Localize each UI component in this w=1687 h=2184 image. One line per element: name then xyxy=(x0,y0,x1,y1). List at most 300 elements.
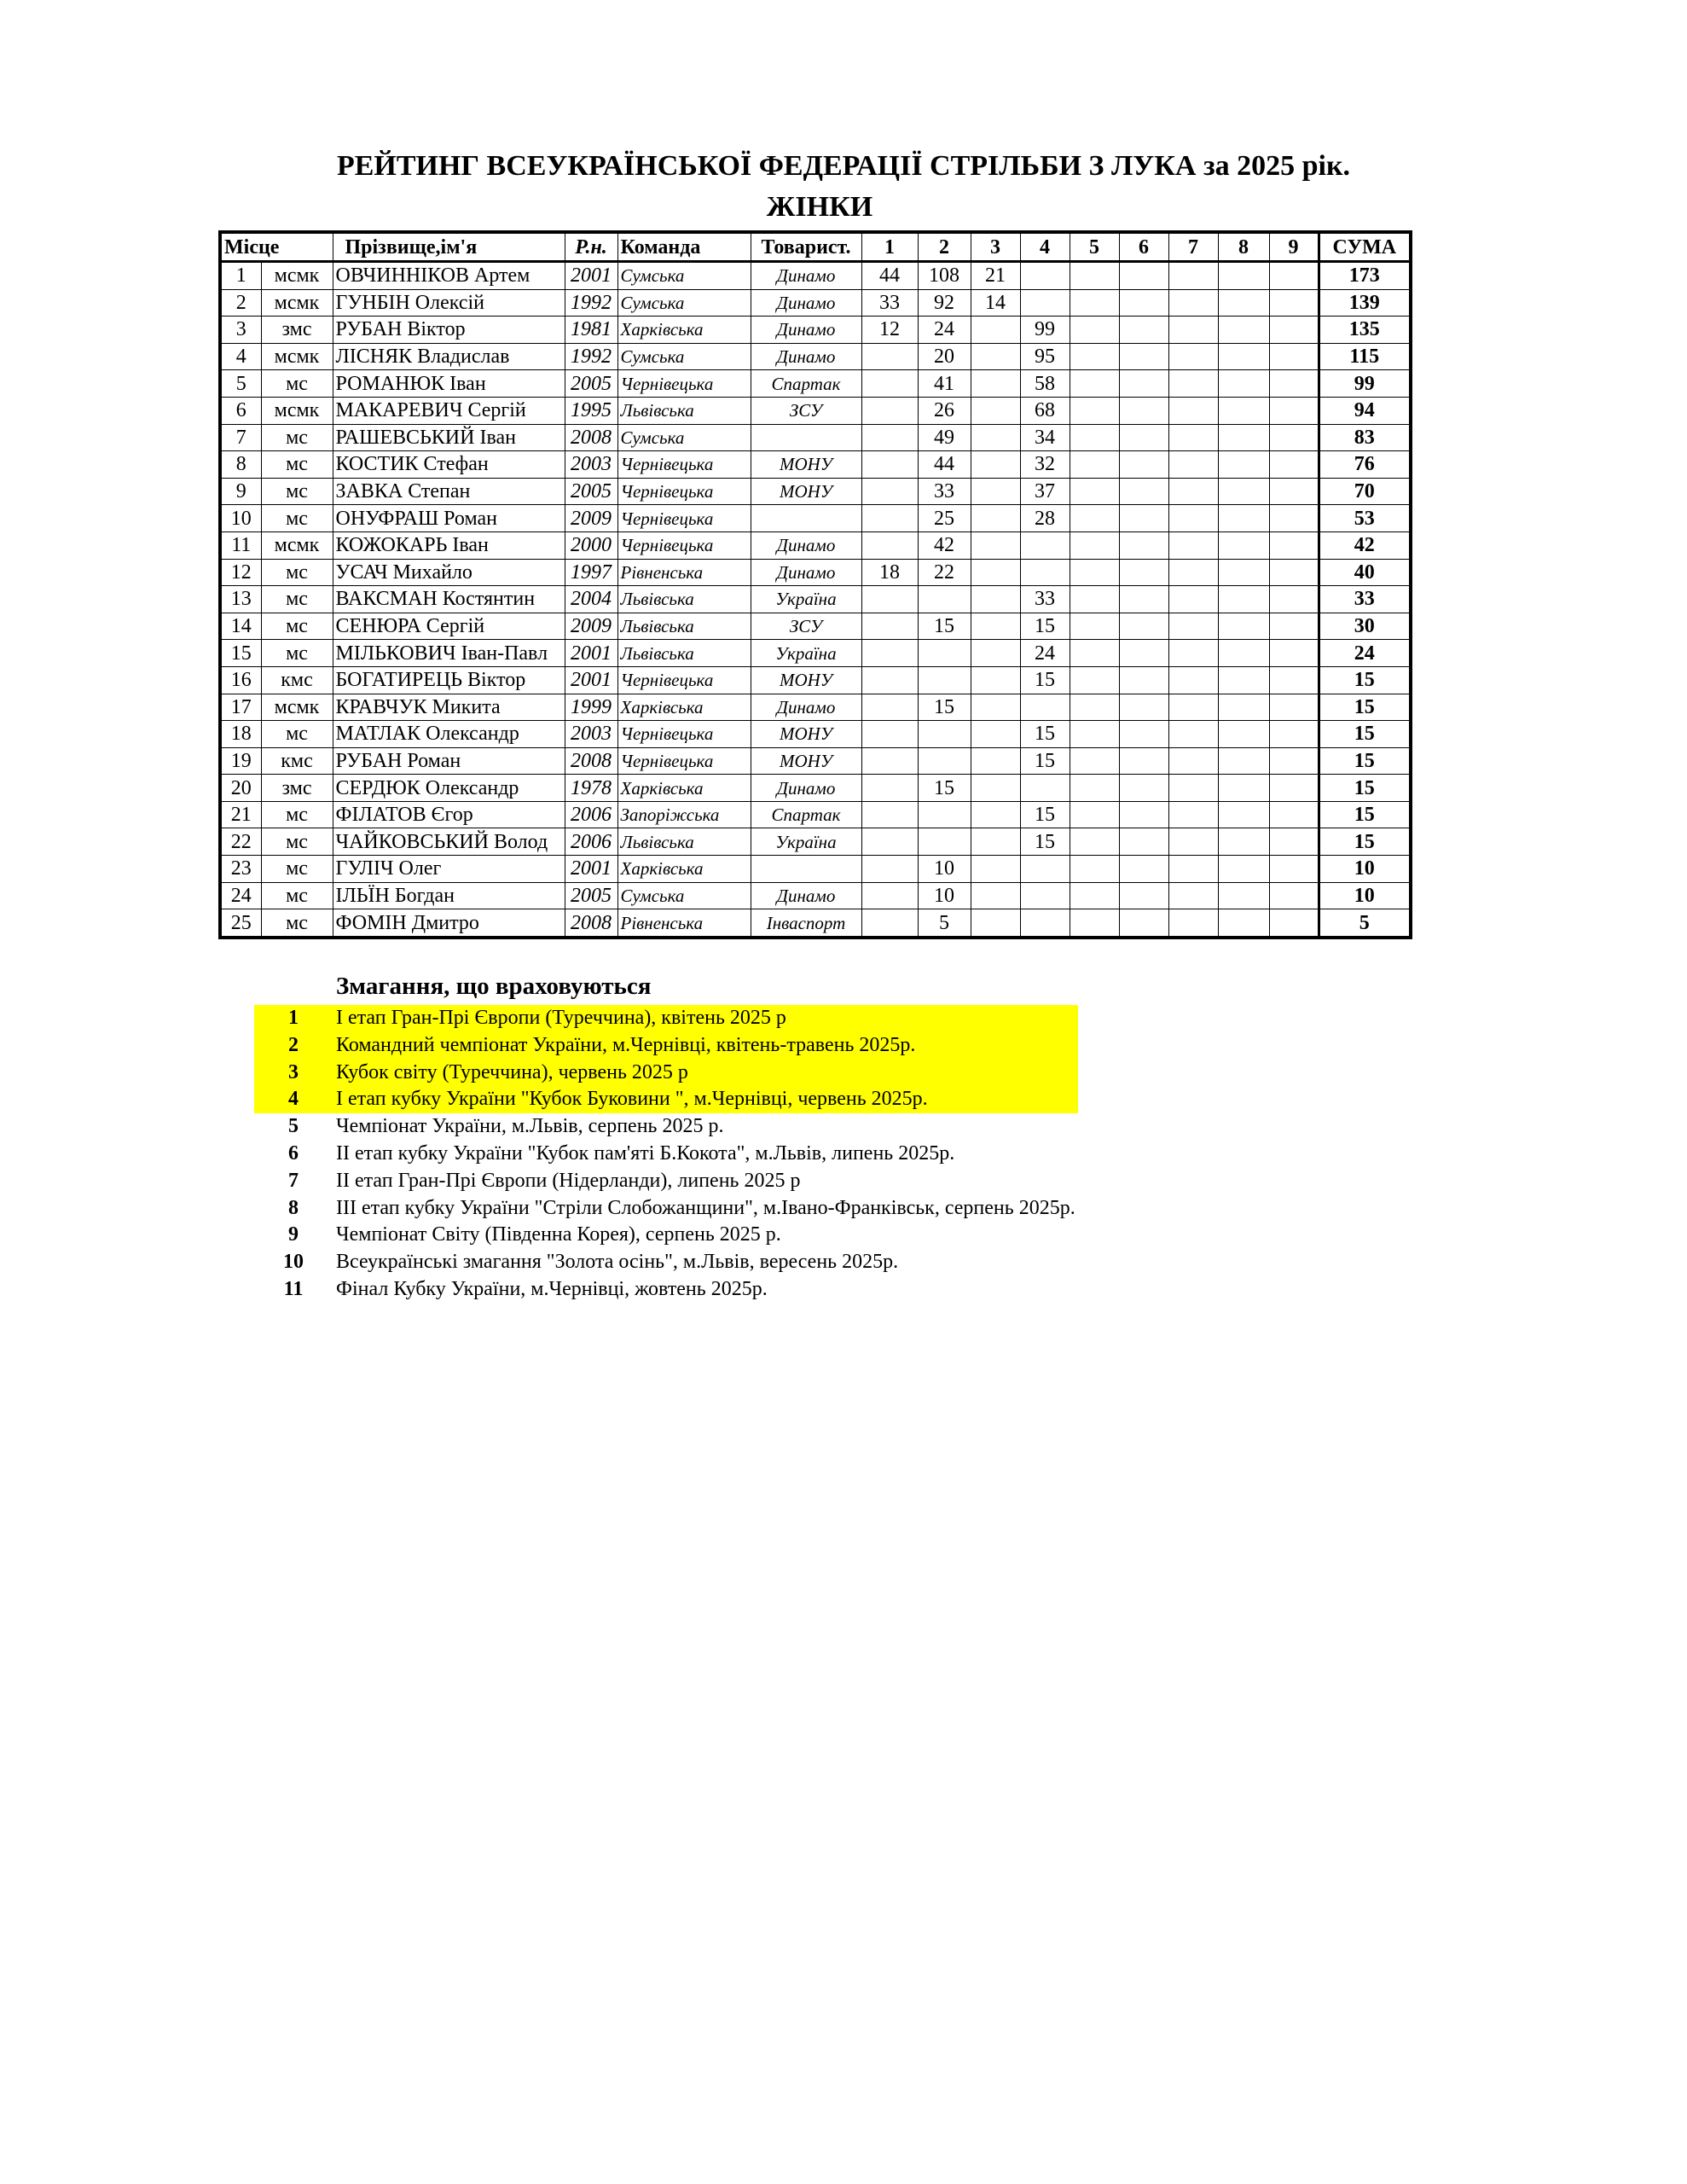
rank-cell: мс xyxy=(261,856,333,883)
stage-2-score-cell: 24 xyxy=(918,317,971,344)
header-society: Товарист. xyxy=(751,232,861,262)
page-subtitle: ЖІНКИ xyxy=(766,191,873,223)
birth-year-cell: 2003 xyxy=(565,451,617,479)
rank-cell: мс xyxy=(261,801,333,828)
name-cell: РУБАН Роман xyxy=(333,747,565,775)
team-cell: Чернівецька xyxy=(617,370,751,398)
stage-2-score-cell: 33 xyxy=(918,478,971,505)
rank-cell: кмс xyxy=(261,666,333,694)
birth-year-cell: 2005 xyxy=(565,370,617,398)
competition-text: Чемпіонат України, м.Львів, серпень 2025 р. xyxy=(336,1115,724,1138)
name-cell: ЗАВКА Степан xyxy=(333,478,565,505)
stage-7-score-cell xyxy=(1168,451,1218,479)
team-cell: Чернівецька xyxy=(617,505,751,532)
stage-8-score-cell xyxy=(1218,317,1269,344)
stage-2-score-cell: 108 xyxy=(918,262,971,290)
stage-1-score-cell xyxy=(861,666,918,694)
stage-7-score-cell xyxy=(1168,559,1218,586)
stage-9-score-cell xyxy=(1269,451,1319,479)
team-cell: Рівненська xyxy=(617,559,751,586)
stage-4-score-cell: 24 xyxy=(1020,640,1070,667)
table-row xyxy=(220,775,1411,802)
competition-number: 10 xyxy=(283,1251,304,1274)
stage-3-score-cell xyxy=(971,801,1020,828)
team-cell: Чернівецька xyxy=(617,666,751,694)
place-cell: 17 xyxy=(220,694,261,721)
stage-9-score-cell xyxy=(1269,317,1319,344)
stage-8-score-cell xyxy=(1218,531,1269,559)
sum-cell: 24 xyxy=(1319,640,1411,667)
stage-9-score-cell xyxy=(1269,909,1319,938)
stage-8-score-cell xyxy=(1218,505,1269,532)
birth-year-cell: 2008 xyxy=(565,909,617,938)
table-row xyxy=(220,262,1411,290)
name-cell: РАШЕВСЬКИЙ Іван xyxy=(333,424,565,451)
stage-9-score-cell xyxy=(1269,666,1319,694)
stage-7-score-cell xyxy=(1168,694,1218,721)
team-cell: Запоріжська xyxy=(617,801,751,828)
place-cell: 22 xyxy=(220,828,261,856)
birth-year-cell: 2000 xyxy=(565,531,617,559)
competition-text: І етап Гран-Прі Європи (Туреччина), квітень 2025 р xyxy=(336,1007,786,1029)
stage-9-score-cell xyxy=(1269,531,1319,559)
stage-3-score-cell xyxy=(971,721,1020,748)
birth-year-cell: 2005 xyxy=(565,478,617,505)
stage-9-score-cell xyxy=(1269,613,1319,640)
stage-4-score-cell: 58 xyxy=(1020,370,1070,398)
stage-1-score-cell xyxy=(861,882,918,909)
birth-year-cell: 2008 xyxy=(565,747,617,775)
stage-7-score-cell xyxy=(1168,775,1218,802)
stage-7-score-cell xyxy=(1168,478,1218,505)
stage-4-score-cell: 15 xyxy=(1020,613,1070,640)
stage-6-score-cell xyxy=(1119,451,1168,479)
competition-number: 2 xyxy=(288,1033,299,1056)
competition-text: Командний чемпіонат України, м.Чернівці, квітень-травень 2025р. xyxy=(336,1033,916,1056)
stage-9-score-cell xyxy=(1269,424,1319,451)
sum-cell: 135 xyxy=(1319,317,1411,344)
stage-3-score-cell xyxy=(971,343,1020,370)
birth-year-cell: 2006 xyxy=(565,828,617,856)
society-cell: ЗСУ xyxy=(751,397,861,424)
stage-4-score-cell xyxy=(1020,856,1070,883)
stage-6-score-cell xyxy=(1119,397,1168,424)
place-cell: 9 xyxy=(220,478,261,505)
stage-7-score-cell xyxy=(1168,801,1218,828)
sum-cell: 15 xyxy=(1319,694,1411,721)
stage-4-score-cell: 15 xyxy=(1020,666,1070,694)
stage-1-score-cell xyxy=(861,370,918,398)
stage-5-score-cell xyxy=(1070,721,1119,748)
sum-cell: 42 xyxy=(1319,531,1411,559)
stage-5-score-cell xyxy=(1070,559,1119,586)
stage-5-score-cell xyxy=(1070,289,1119,317)
sum-cell: 15 xyxy=(1319,801,1411,828)
stage-8-score-cell xyxy=(1218,882,1269,909)
stage-6-score-cell xyxy=(1119,801,1168,828)
stage-3-score-cell xyxy=(971,640,1020,667)
name-cell: ГУЛІЧ Олег xyxy=(333,856,565,883)
team-cell: Львівська xyxy=(617,397,751,424)
place-cell: 8 xyxy=(220,451,261,479)
birth-year-cell: 2001 xyxy=(565,262,617,290)
society-cell xyxy=(751,856,861,883)
name-cell: ГУНБІН Олексій xyxy=(333,289,565,317)
society-cell: Україна xyxy=(751,640,861,667)
stage-4-score-cell xyxy=(1020,775,1070,802)
stage-1-score-cell xyxy=(861,775,918,802)
rank-cell: мс xyxy=(261,586,333,613)
society-cell: Динамо xyxy=(751,775,861,802)
stage-2-score-cell: 49 xyxy=(918,424,971,451)
society-cell: Динамо xyxy=(751,559,861,586)
place-cell: 13 xyxy=(220,586,261,613)
stage-3-score-cell xyxy=(971,317,1020,344)
rank-cell: мсмк xyxy=(261,262,333,290)
team-cell: Сумська xyxy=(617,882,751,909)
stage-8-score-cell xyxy=(1218,451,1269,479)
rank-cell: мсмк xyxy=(261,397,333,424)
sum-cell: 10 xyxy=(1319,882,1411,909)
stage-3-score-cell xyxy=(971,666,1020,694)
name-cell: КОСТИК Стефан xyxy=(333,451,565,479)
stage-6-score-cell xyxy=(1119,586,1168,613)
header-stage-7: 7 xyxy=(1168,232,1218,262)
team-cell: Сумська xyxy=(617,289,751,317)
birth-year-cell: 2001 xyxy=(565,640,617,667)
stage-8-score-cell xyxy=(1218,370,1269,398)
sum-cell: 99 xyxy=(1319,370,1411,398)
stage-3-score-cell xyxy=(971,909,1020,938)
sum-cell: 15 xyxy=(1319,666,1411,694)
stage-8-score-cell xyxy=(1218,586,1269,613)
place-cell: 3 xyxy=(220,317,261,344)
team-cell: Львівська xyxy=(617,613,751,640)
rank-cell: мс xyxy=(261,721,333,748)
name-cell: СЕНЮРА Сергій xyxy=(333,613,565,640)
table-row xyxy=(220,856,1411,883)
stage-4-score-cell: 15 xyxy=(1020,721,1070,748)
name-cell: ОНУФРАШ Роман xyxy=(333,505,565,532)
sum-cell: 115 xyxy=(1319,343,1411,370)
place-cell: 15 xyxy=(220,640,261,667)
stage-4-score-cell: 28 xyxy=(1020,505,1070,532)
society-cell: МОНУ xyxy=(751,478,861,505)
stage-9-score-cell xyxy=(1269,289,1319,317)
name-cell: РУБАН Віктор xyxy=(333,317,565,344)
sum-cell: 76 xyxy=(1319,451,1411,479)
team-cell: Сумська xyxy=(617,343,751,370)
stage-5-score-cell xyxy=(1070,343,1119,370)
stage-8-score-cell xyxy=(1218,721,1269,748)
competition-number: 1 xyxy=(288,1007,299,1029)
stage-9-score-cell xyxy=(1269,694,1319,721)
header-place: Місце xyxy=(220,232,333,262)
rating-table-body xyxy=(220,262,1411,938)
name-cell: УСАЧ Михайло xyxy=(333,559,565,586)
birth-year-cell: 2008 xyxy=(565,424,617,451)
stage-3-score-cell xyxy=(971,424,1020,451)
stage-9-score-cell xyxy=(1269,721,1319,748)
table-row xyxy=(220,289,1411,317)
place-cell: 14 xyxy=(220,613,261,640)
team-cell: Чернівецька xyxy=(617,451,751,479)
stage-7-score-cell xyxy=(1168,262,1218,290)
stage-6-score-cell xyxy=(1119,317,1168,344)
stage-5-score-cell xyxy=(1070,666,1119,694)
competition-number: 11 xyxy=(283,1277,304,1300)
table-row xyxy=(220,451,1411,479)
society-cell xyxy=(751,505,861,532)
stage-5-score-cell xyxy=(1070,775,1119,802)
team-cell: Львівська xyxy=(617,586,751,613)
table-row xyxy=(220,666,1411,694)
competition-item xyxy=(254,1005,1078,1032)
rank-cell: мс xyxy=(261,559,333,586)
stage-9-score-cell xyxy=(1269,586,1319,613)
stage-5-score-cell xyxy=(1070,694,1119,721)
stage-4-score-cell xyxy=(1020,262,1070,290)
stage-8-score-cell xyxy=(1218,478,1269,505)
stage-6-score-cell xyxy=(1119,721,1168,748)
stage-1-score-cell xyxy=(861,586,918,613)
stage-9-score-cell xyxy=(1269,882,1319,909)
stage-1-score-cell xyxy=(861,343,918,370)
stage-9-score-cell xyxy=(1269,478,1319,505)
society-cell: МОНУ xyxy=(751,747,861,775)
birth-year-cell: 1999 xyxy=(565,694,617,721)
table-row xyxy=(220,613,1411,640)
competition-number: 6 xyxy=(288,1141,299,1165)
stage-6-score-cell xyxy=(1119,478,1168,505)
birth-year-cell: 1981 xyxy=(565,317,617,344)
competition-item xyxy=(254,1086,1078,1113)
birth-year-cell: 2009 xyxy=(565,505,617,532)
header-team: Команда xyxy=(617,232,751,262)
table-row xyxy=(220,801,1411,828)
birth-year-cell: 2001 xyxy=(565,666,617,694)
sum-cell: 53 xyxy=(1319,505,1411,532)
rank-cell: мс xyxy=(261,909,333,938)
table-row xyxy=(220,640,1411,667)
table-row xyxy=(220,909,1411,938)
stage-1-score-cell xyxy=(861,613,918,640)
birth-year-cell: 2003 xyxy=(565,721,617,748)
header-stage-1: 1 xyxy=(861,232,918,262)
competition-item xyxy=(254,1276,1192,1304)
stage-5-score-cell xyxy=(1070,828,1119,856)
rank-cell: мсмк xyxy=(261,531,333,559)
name-cell: ВАКСМАН Костянтин xyxy=(333,586,565,613)
stage-4-score-cell: 34 xyxy=(1020,424,1070,451)
table-row xyxy=(220,397,1411,424)
table-row xyxy=(220,694,1411,721)
stage-7-score-cell xyxy=(1168,856,1218,883)
page-title: РЕЙТИНГ ВСЕУКРАЇНСЬКОЇ ФЕДЕРАЦІЇ СТРІЛЬБИ З ЛУКА за 2025 рік. xyxy=(336,150,1351,182)
stage-3-score-cell xyxy=(971,505,1020,532)
stage-9-score-cell xyxy=(1269,343,1319,370)
stage-3-score-cell xyxy=(971,451,1020,479)
competition-text: Кубок світу (Туреччина), червень 2025 р xyxy=(336,1060,688,1083)
competition-number: 9 xyxy=(288,1223,299,1246)
stage-5-score-cell xyxy=(1070,856,1119,883)
stage-8-score-cell xyxy=(1218,397,1269,424)
stage-1-score-cell xyxy=(861,801,918,828)
competition-item xyxy=(254,1222,1192,1249)
stage-1-score-cell: 44 xyxy=(861,262,918,290)
stage-4-score-cell xyxy=(1020,694,1070,721)
stage-2-score-cell: 44 xyxy=(918,451,971,479)
stage-2-score-cell: 92 xyxy=(918,289,971,317)
table-row xyxy=(220,505,1411,532)
stage-5-score-cell xyxy=(1070,909,1119,938)
stage-4-score-cell: 33 xyxy=(1020,586,1070,613)
place-cell: 20 xyxy=(220,775,261,802)
stage-8-score-cell xyxy=(1218,801,1269,828)
stage-2-score-cell: 15 xyxy=(918,775,971,802)
sum-cell: 40 xyxy=(1319,559,1411,586)
stage-5-score-cell xyxy=(1070,801,1119,828)
stage-6-score-cell xyxy=(1119,640,1168,667)
team-cell: Чернівецька xyxy=(617,531,751,559)
header-stage-3: 3 xyxy=(971,232,1020,262)
stage-6-score-cell xyxy=(1119,505,1168,532)
stage-3-score-cell xyxy=(971,531,1020,559)
stage-3-score-cell xyxy=(971,828,1020,856)
stage-2-score-cell: 25 xyxy=(918,505,971,532)
birth-year-cell: 1992 xyxy=(565,343,617,370)
name-cell: КРАВЧУК Микита xyxy=(333,694,565,721)
rank-cell: мс xyxy=(261,882,333,909)
competition-number: 4 xyxy=(288,1088,299,1111)
stage-3-score-cell: 21 xyxy=(971,262,1020,290)
team-cell: Харківська xyxy=(617,694,751,721)
stage-1-score-cell: 12 xyxy=(861,317,918,344)
stage-2-score-cell: 10 xyxy=(918,882,971,909)
rank-cell: мс xyxy=(261,478,333,505)
birth-year-cell: 1978 xyxy=(565,775,617,802)
stage-1-score-cell xyxy=(861,747,918,775)
birth-year-cell: 2004 xyxy=(565,586,617,613)
stage-6-score-cell xyxy=(1119,531,1168,559)
stage-7-score-cell xyxy=(1168,747,1218,775)
stage-2-score-cell xyxy=(918,747,971,775)
stage-7-score-cell xyxy=(1168,397,1218,424)
header-year: Р.н. xyxy=(565,232,617,262)
competition-item xyxy=(254,1113,1192,1141)
competition-text: І етап кубку України "Кубок Буковини ", м.Чернівці, червень 2025р. xyxy=(336,1088,928,1111)
table-row xyxy=(220,531,1411,559)
stage-2-score-cell xyxy=(918,666,971,694)
stage-7-score-cell xyxy=(1168,343,1218,370)
name-cell: ФОМІН Дмитро xyxy=(333,909,565,938)
name-cell: МАКАРЕВИЧ Сергій xyxy=(333,397,565,424)
stage-3-score-cell: 14 xyxy=(971,289,1020,317)
stage-7-score-cell xyxy=(1168,666,1218,694)
stage-8-score-cell xyxy=(1218,694,1269,721)
birth-year-cell: 1992 xyxy=(565,289,617,317)
table-row xyxy=(220,586,1411,613)
competition-text: Чемпіонат Світу (Південна Корея), серпень 2025 р. xyxy=(336,1223,781,1246)
stage-4-score-cell: 99 xyxy=(1020,317,1070,344)
team-cell: Харківська xyxy=(617,317,751,344)
stage-5-score-cell xyxy=(1070,397,1119,424)
sum-cell: 15 xyxy=(1319,721,1411,748)
sum-cell: 15 xyxy=(1319,828,1411,856)
name-cell: СЕРДЮК Олександр xyxy=(333,775,565,802)
sum-cell: 15 xyxy=(1319,747,1411,775)
birth-year-cell: 2009 xyxy=(565,613,617,640)
stage-4-score-cell: 15 xyxy=(1020,828,1070,856)
stage-7-score-cell xyxy=(1168,424,1218,451)
competition-text: Всеукраїнські змагання "Золота осінь", м.Львів, вересень 2025р. xyxy=(336,1251,899,1274)
rank-cell: мс xyxy=(261,370,333,398)
stage-9-score-cell xyxy=(1269,559,1319,586)
competition-text: ІІ етап Гран-Прі Європи (Нідерланди), липень 2025 р xyxy=(336,1169,801,1192)
header-stage-9: 9 xyxy=(1269,232,1319,262)
table-row xyxy=(220,559,1411,586)
stage-1-score-cell xyxy=(861,640,918,667)
rank-cell: мсмк xyxy=(261,694,333,721)
table-row xyxy=(220,370,1411,398)
name-cell: РОМАНЮК Іван xyxy=(333,370,565,398)
place-cell: 7 xyxy=(220,424,261,451)
stage-5-score-cell xyxy=(1070,451,1119,479)
stage-2-score-cell: 15 xyxy=(918,613,971,640)
stage-6-score-cell xyxy=(1119,775,1168,802)
society-cell: МОНУ xyxy=(751,666,861,694)
team-cell: Сумська xyxy=(617,424,751,451)
team-cell: Сумська xyxy=(617,262,751,290)
place-cell: 11 xyxy=(220,531,261,559)
stage-2-score-cell: 22 xyxy=(918,559,971,586)
table-row xyxy=(220,343,1411,370)
header-stage-6: 6 xyxy=(1119,232,1168,262)
society-cell: МОНУ xyxy=(751,721,861,748)
competition-item xyxy=(254,1060,1078,1087)
competition-text: ІІІ етап кубку України "Стріли Слобожанщини", м.Івано-Франківськ, серпень 2025р. xyxy=(336,1196,1075,1219)
stage-7-score-cell xyxy=(1168,828,1218,856)
stage-6-score-cell xyxy=(1119,613,1168,640)
stage-3-score-cell xyxy=(971,613,1020,640)
stage-2-score-cell: 15 xyxy=(918,694,971,721)
stage-4-score-cell xyxy=(1020,882,1070,909)
stage-5-score-cell xyxy=(1070,531,1119,559)
place-cell: 1 xyxy=(220,262,261,290)
stage-6-score-cell xyxy=(1119,370,1168,398)
place-cell: 21 xyxy=(220,801,261,828)
birth-year-cell: 2001 xyxy=(565,856,617,883)
society-cell: Спартак xyxy=(751,370,861,398)
birth-year-cell: 2006 xyxy=(565,801,617,828)
header-stage-5: 5 xyxy=(1070,232,1119,262)
stage-8-score-cell xyxy=(1218,856,1269,883)
place-cell: 12 xyxy=(220,559,261,586)
stage-6-score-cell xyxy=(1119,424,1168,451)
stage-2-score-cell: 41 xyxy=(918,370,971,398)
header-name: Прізвище,ім'я xyxy=(333,232,565,262)
sum-cell: 94 xyxy=(1319,397,1411,424)
stage-3-score-cell xyxy=(971,478,1020,505)
society-cell xyxy=(751,424,861,451)
stage-2-score-cell xyxy=(918,640,971,667)
rank-cell: кмс xyxy=(261,747,333,775)
society-cell: ЗСУ xyxy=(751,613,861,640)
stage-7-score-cell xyxy=(1168,613,1218,640)
stage-4-score-cell xyxy=(1020,559,1070,586)
competitions-title: Змагання, що враховуються xyxy=(336,973,652,1000)
header-sum: СУМА xyxy=(1319,232,1411,262)
